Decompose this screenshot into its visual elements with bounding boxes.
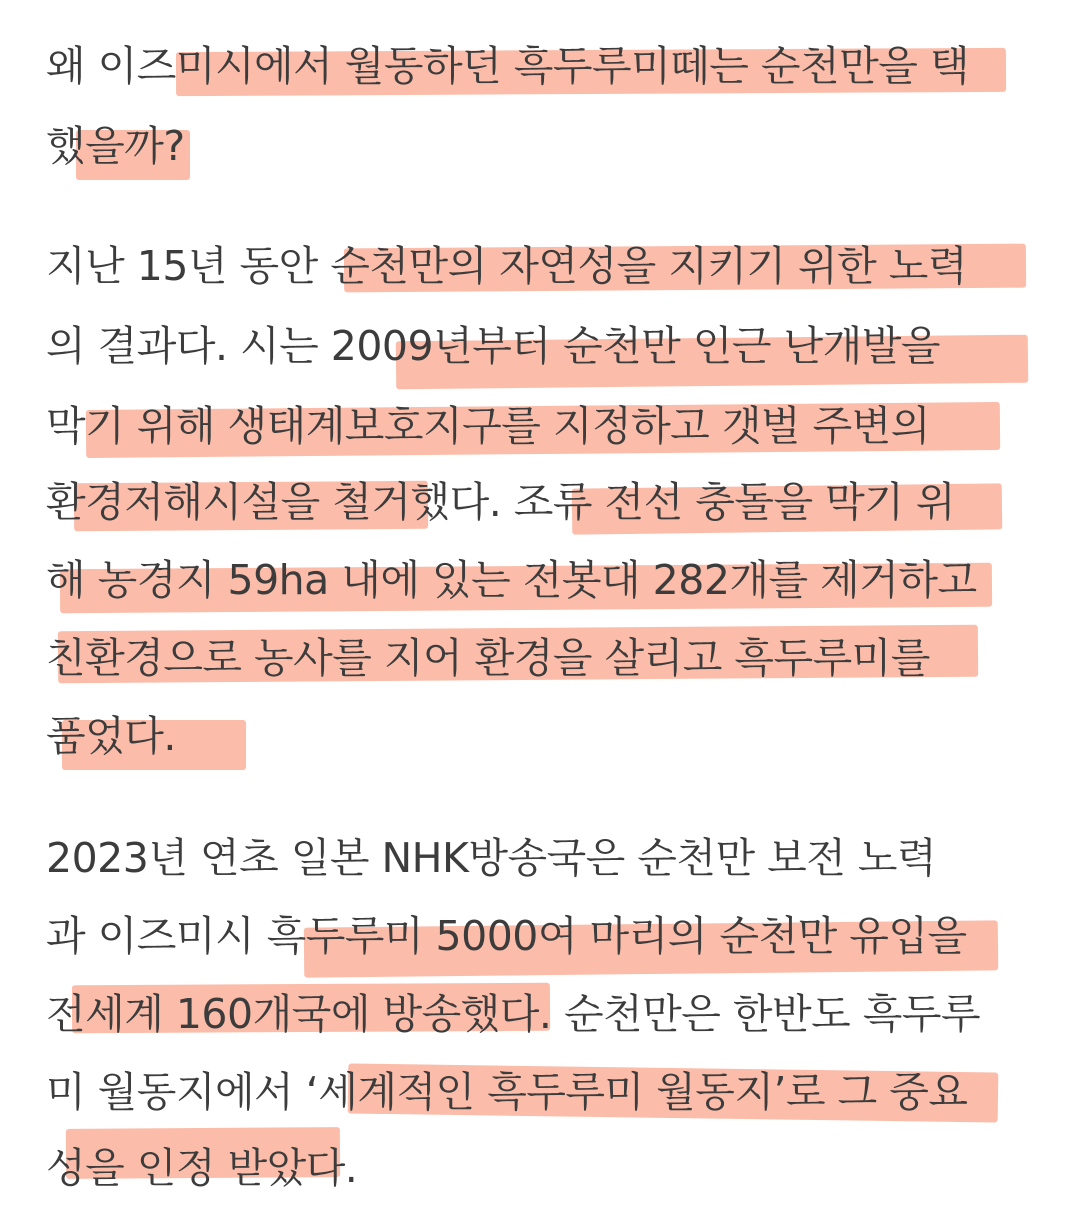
text-line: 전세계 160개국에 방송했다. 순천만은 한반도 흑두루 bbox=[46, 990, 981, 1038]
text-line: 미 월동지에서 ‘세계적인 흑두루미 월동지’로 그 중요 bbox=[46, 1068, 968, 1116]
text-line: 환경저해시설을 철거했다. 조류 전선 충돌을 막기 위 bbox=[46, 478, 955, 526]
text-line: 과 이즈미시 흑두루미 5000여 마리의 순천만 유입을 bbox=[46, 912, 967, 960]
text-line: 2023년 연초 일본 NHK방송국은 순천만 보전 노력 bbox=[46, 834, 937, 882]
text-line: 지난 15년 동안 순천만의 자연성을 지키기 위한 노력 bbox=[46, 242, 968, 290]
text-line: 성을 인정 받았다. bbox=[46, 1144, 358, 1192]
text-line: 친환경으로 농사를 지어 환경을 살리고 흑두루미를 bbox=[46, 634, 930, 682]
text-line: 의 결과다. 시는 2009년부터 순천만 인근 난개발을 bbox=[46, 322, 940, 370]
text-line: 품었다. bbox=[46, 712, 176, 760]
text-line: 해 농경지 59ha 내에 있는 전봇대 282개를 제거하고 bbox=[46, 556, 977, 604]
text-line: 막기 위해 생태계보호지구를 지정하고 갯벌 주변의 bbox=[46, 402, 930, 450]
text-line: 왜 이즈미시에서 월동하던 흑두루미떼는 순천만을 택 bbox=[46, 42, 969, 90]
text-line: 했을까? bbox=[46, 122, 185, 170]
